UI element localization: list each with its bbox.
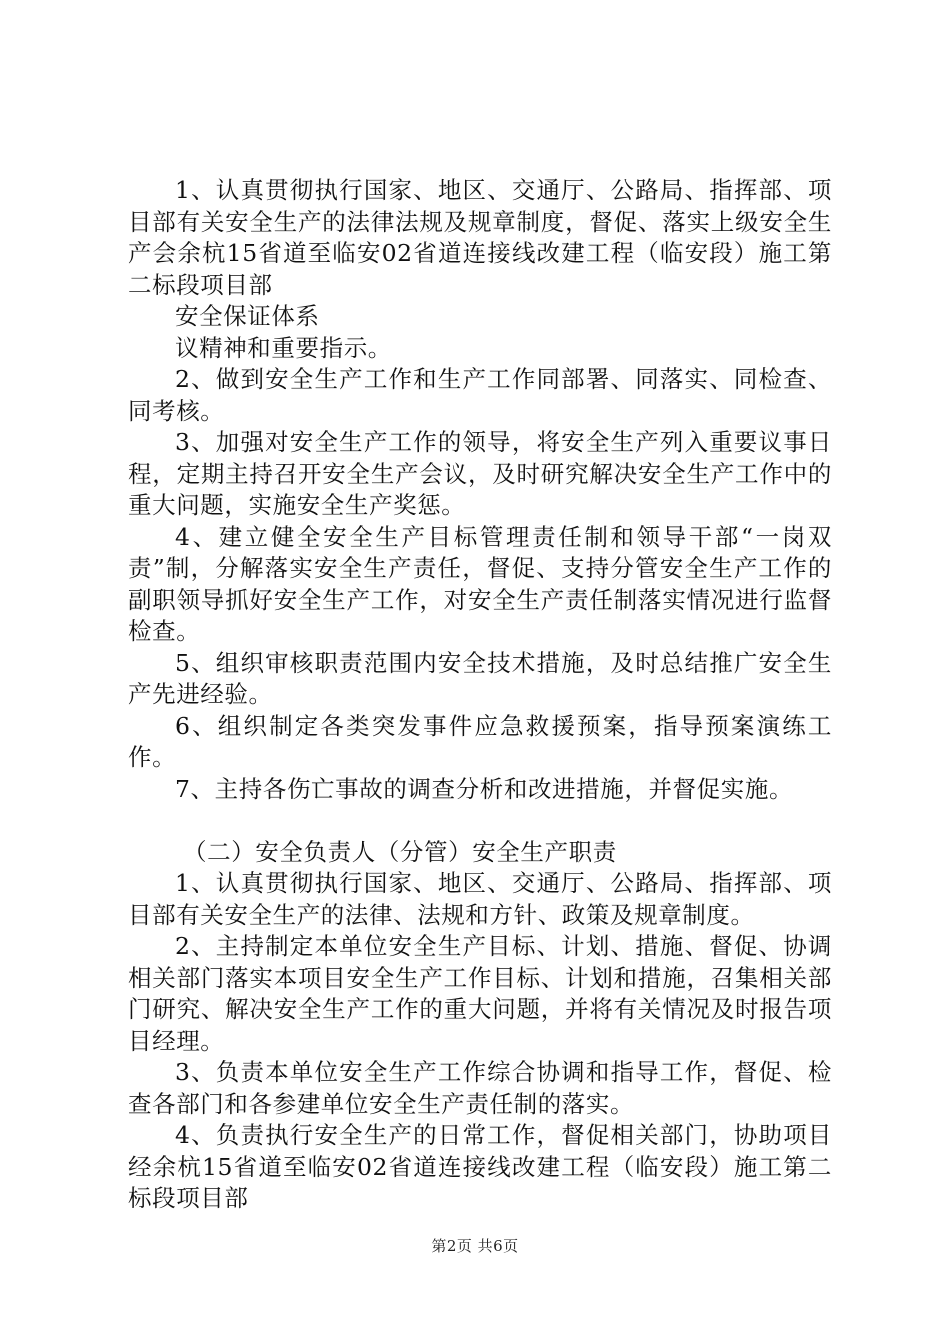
paragraph-2-1: 1、认真贯彻执行国家、地区、交通厅、公路局、指挥部、项目部有关安全生产的法律、法规和方针、政策及规章制度。 (128, 869, 832, 929)
paragraph-1-3: 3、加强对安全生产工作的领导，将安全生产列入重要议事日程，定期主持召开安全生产会议，及时研究解决安全生产工作中的重大问题，实施安全生产奖惩。 (128, 428, 832, 519)
paragraph-2-4: 4、负责执行安全生产的日常工作，督促相关部门，协助项目经余杭15省道至临安02省道连接线改建工程（临安段）施工第二标段项目部 (128, 1121, 832, 1212)
paragraph-safety-system: 安全保证体系 (175, 302, 320, 330)
paragraph-1-4: 4、建立健全安全生产目标管理责任制和领导干部“一岗双责”制，分解落实安全生产责任，督促、支持分管安全生产工作的副职领导抓好安全生产工作，对安全生产责任制落实情况进行监督检查。 (128, 522, 832, 645)
paragraph-2-3: 3、负责本单位安全生产工作综合协调和指导工作，督促、检查各部门和各参建单位安全生产责任制的落实。 (128, 1058, 832, 1118)
paragraph-2-2: 2、主持制定本单位安全生产目标、计划、措施、督促、协调相关部门落实本项目安全生产工作目标、计划和措施，召集相关部门研究、解决安全生产工作的重大问题，并将有关情况及时报告项目经理。 (128, 932, 832, 1055)
paragraph-spacer (128, 805, 832, 837)
paragraph-1-6: 6、组织制定各类突发事件应急救援预案，指导预案演练工作。 (128, 711, 832, 771)
paragraph-1-1: 1、认真贯彻执行国家、地区、交通厅、公路局、指挥部、项目部有关安全生产的法律法规及规章制度，督促、落实上级安全生产会余杭15省道至临安02省道连接线改建工程（临安段）施工第二标段项目部 (128, 176, 832, 299)
section-heading: （二）安全负责人（分管）安全生产职责 (183, 837, 617, 866)
paragraph-1-7: 7、主持各伤亡事故的调查分析和改进措施，并督促实施。 (175, 774, 794, 803)
paragraph-1-2: 2、做到安全生产工作和生产工作同部署、同落实、同检查、同考核。 (128, 365, 832, 425)
document-body (128, 175, 832, 1215)
paragraph-1-5: 5、组织审核职责范围内安全技术措施，及时总结推广安全生产先进经验。 (128, 648, 832, 708)
page-footer: 第2页 共6页 (431, 1237, 519, 1255)
paragraph-instructions: 议精神和重要指示。 (175, 333, 392, 362)
